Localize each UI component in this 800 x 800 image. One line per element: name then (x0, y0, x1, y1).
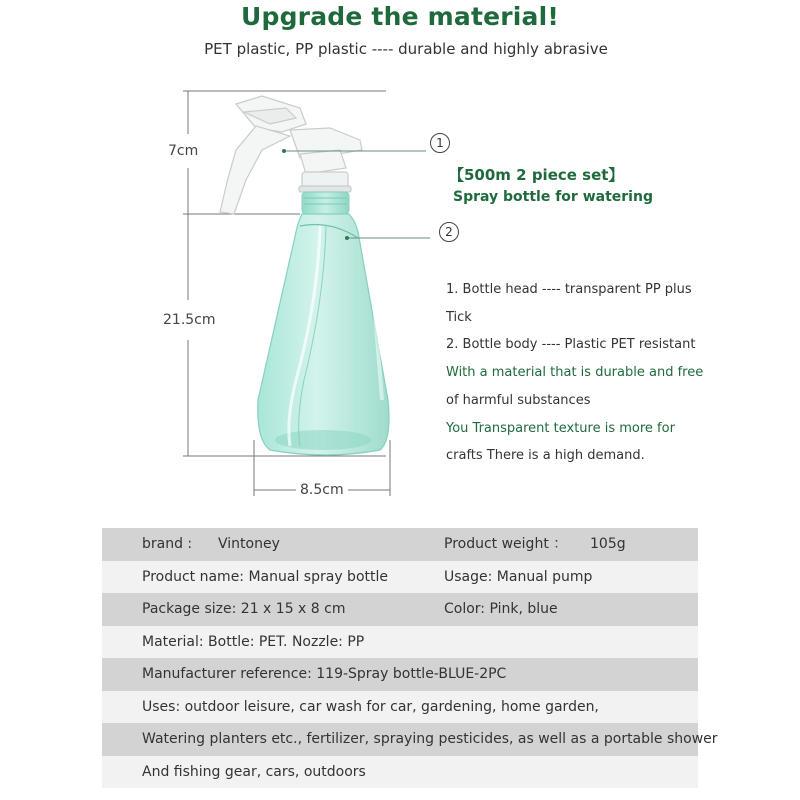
product-name: Product name: Manual spray bottle (142, 568, 388, 585)
callout-marker-1: 1 (430, 133, 450, 153)
table-row (102, 626, 698, 659)
manufacturer-reference: Manufacturer reference: 119-Spray bottle-BLUE-2PC (142, 666, 507, 682)
weight-label: Product weight ： (444, 536, 568, 552)
package-size: Package size: 21 x 15 x 8 cm (142, 601, 346, 617)
note-line: of harmful substances (446, 392, 591, 408)
color: Color: Pink, blue (444, 601, 558, 617)
usage: Usage: Manual pump (444, 568, 593, 585)
material: Material: Bottle: PET. Nozzle: PP (142, 633, 365, 650)
product-set-subtitle: Spray bottle for watering (453, 189, 653, 205)
dimension-head-height: 7cm (168, 143, 199, 159)
dimension-body-height: 21.5cm (163, 312, 216, 328)
uses-line-3: And fishing gear, cars, outdoors (142, 763, 366, 780)
specs-table (102, 528, 718, 788)
note-line: With a material that is durable and free (446, 365, 704, 381)
brand-label: brand : (142, 536, 193, 552)
page-subtitle: PET plastic, PP plastic ---- durable and highly abrasive (204, 40, 608, 58)
note-line: 2. Bottle body ---- Plastic PET resistant (446, 337, 696, 353)
table-row (102, 691, 698, 724)
note-line: 1. Bottle head ---- transparent PP plus (446, 282, 692, 297)
bottle-neck (302, 192, 349, 214)
dimension-width: 8.5cm (300, 482, 344, 498)
table-row (102, 723, 718, 756)
callout-marker-2: 2 (439, 222, 459, 242)
page-title: Upgrade the material! (240, 2, 560, 31)
note-line: crafts There is a high demand. (446, 448, 645, 464)
product-set-title: 【500m 2 piece set】 (449, 166, 624, 184)
note-line: You Transparent texture is more for (446, 420, 675, 436)
feature-notes (446, 276, 703, 470)
note-line: Tick (446, 309, 472, 325)
brand-value: Vintoney (218, 536, 280, 552)
table-row (102, 593, 698, 626)
table-row (102, 756, 698, 789)
uses-line-1: Uses: outdoor leisure, car wash for car, gardening, home garden, (142, 698, 599, 715)
uses-line-2: Watering planters etc., fertilizer, spraying pesticides, as well as a portable shower (142, 731, 718, 747)
table-row (102, 528, 698, 561)
table-row (102, 561, 698, 594)
table-row (102, 658, 698, 691)
weight-value: 105g (590, 536, 626, 552)
